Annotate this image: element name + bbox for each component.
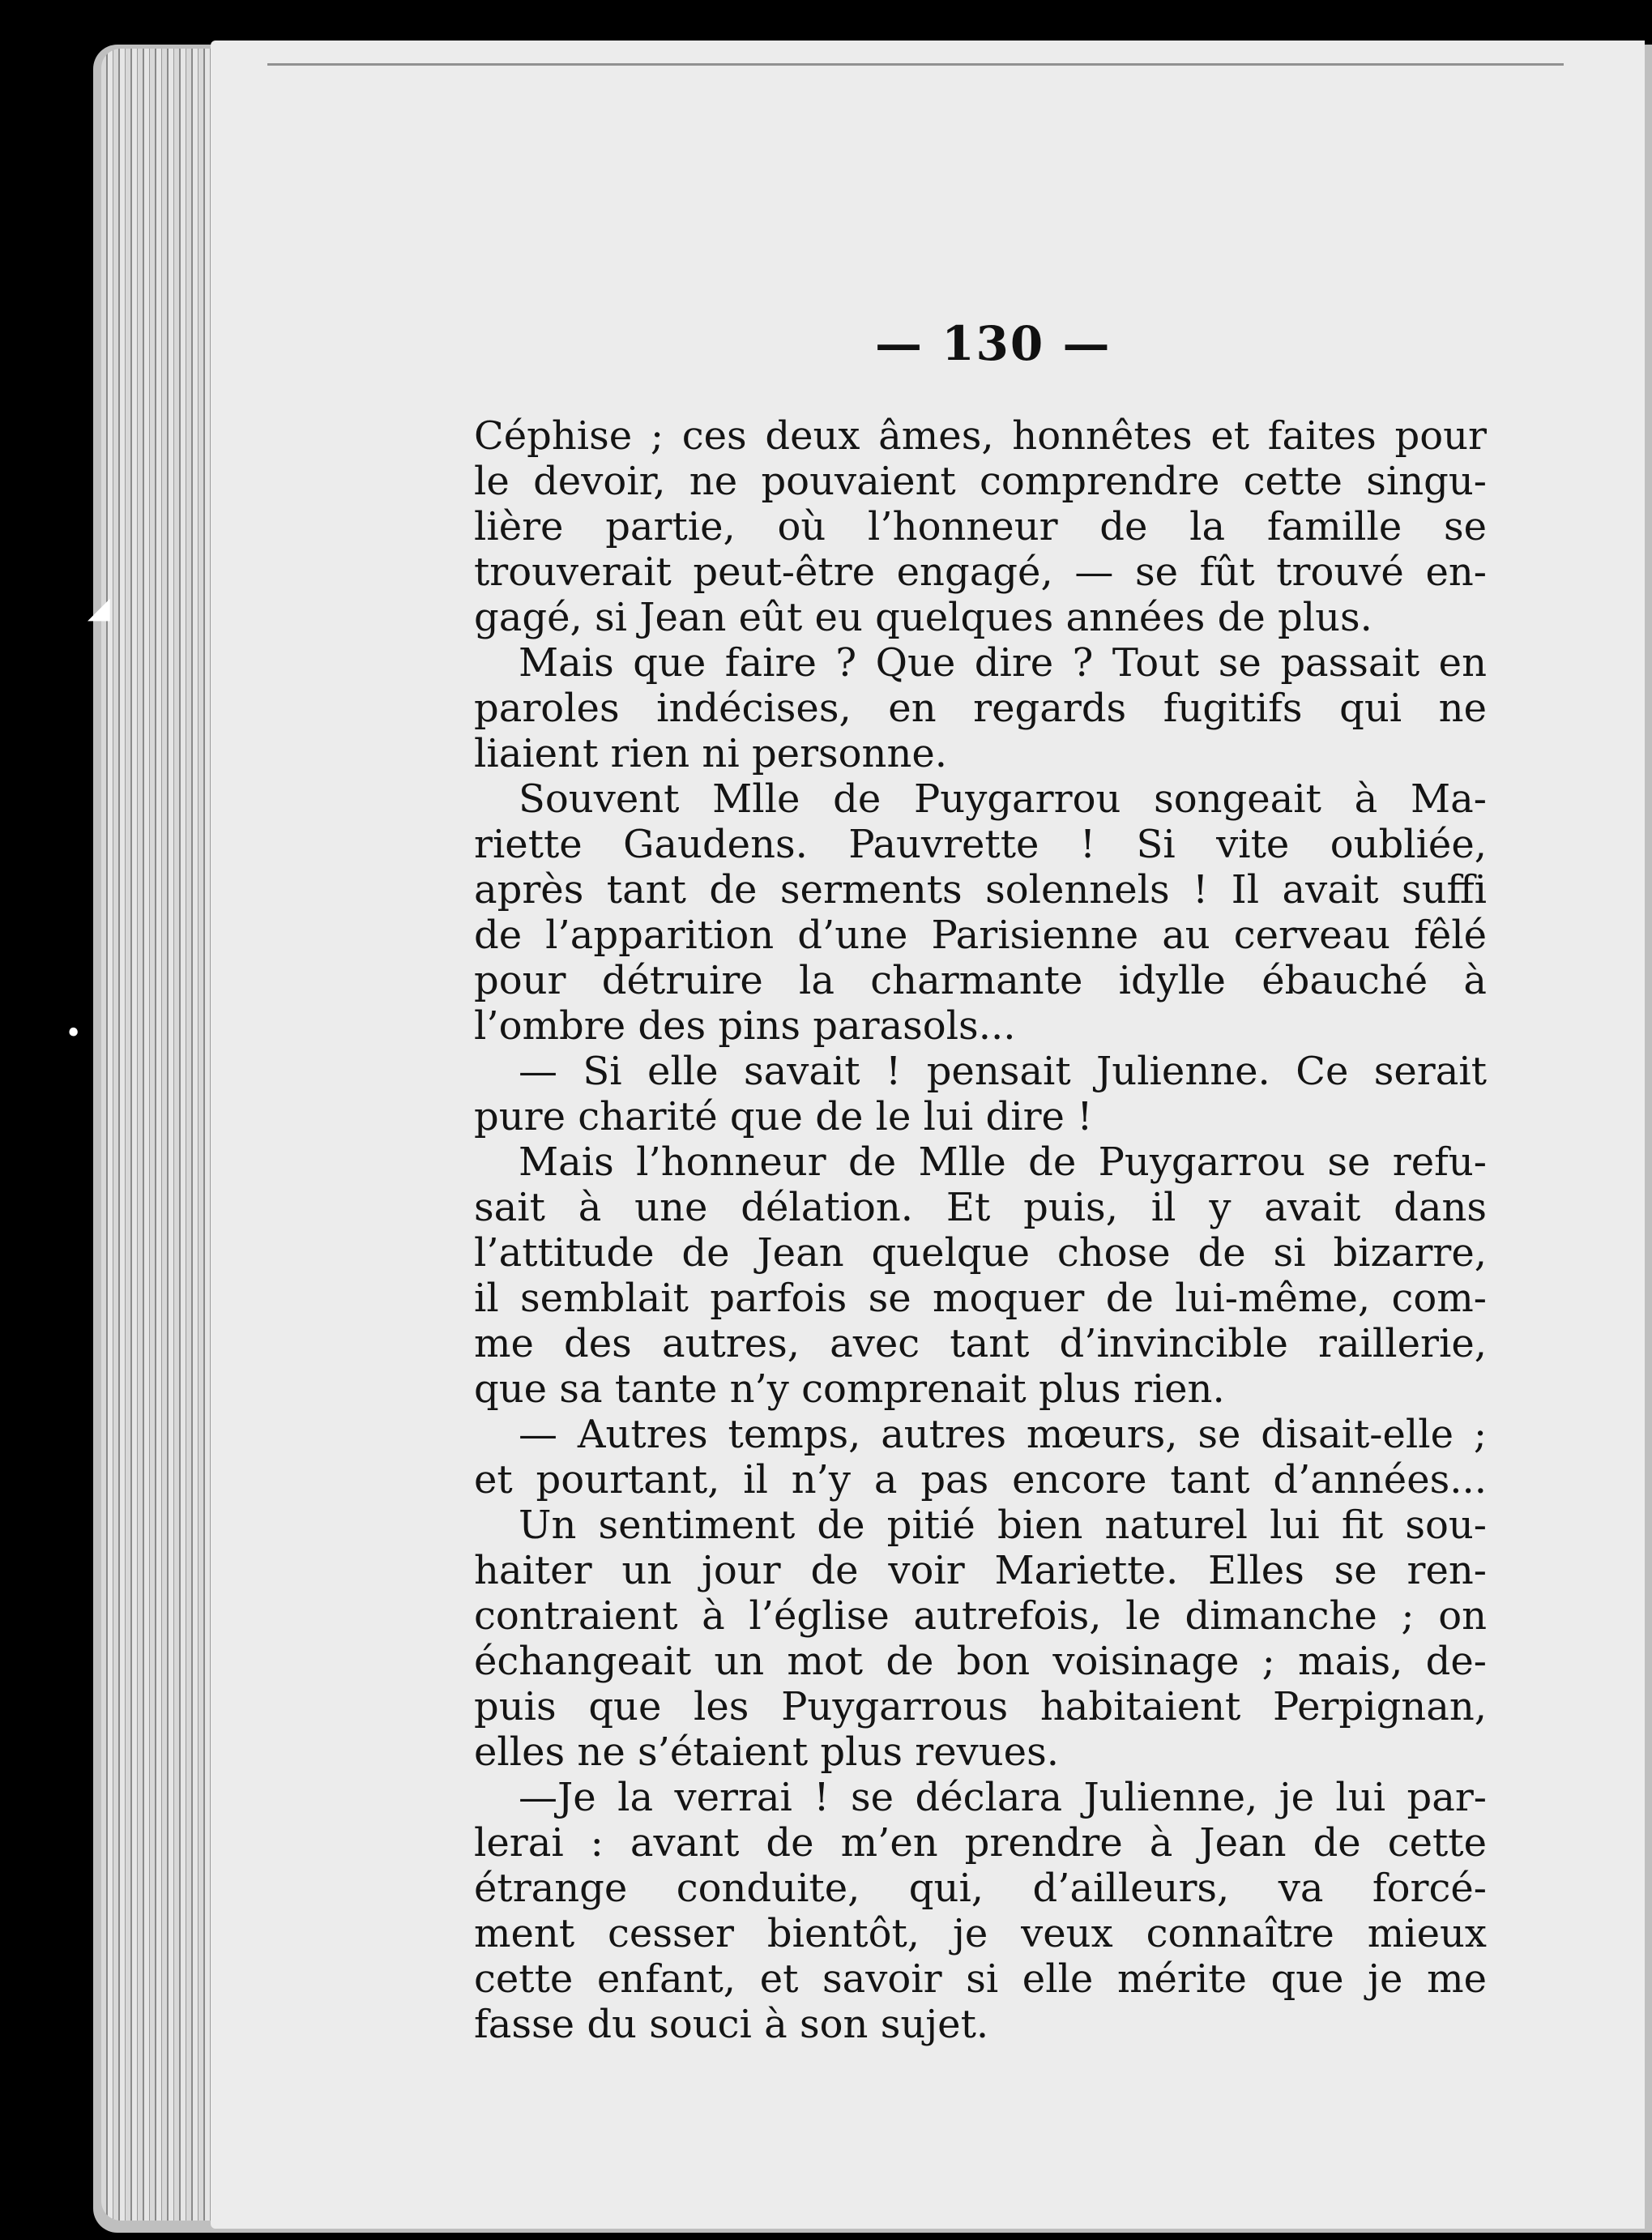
text-line: pour détruire la charmante idylle ébauché à: [474, 958, 1487, 1003]
text-line: il semblait parfois se moquer de lui-même, com-: [474, 1276, 1487, 1321]
margin-mark: ◢: [88, 592, 110, 625]
text-line: lière partie, où l’honneur de la famille se: [474, 504, 1487, 549]
text-line: cette enfant, et savoir si elle mérite que je me: [474, 1956, 1487, 2002]
text-line: l’ombre des pins parasols...: [474, 1003, 1016, 1049]
text-line: Un sentiment de pitié bien naturel lui fit sou-: [519, 1503, 1487, 1548]
text-line: Mais que faire ? Que dire ? Tout se passait en: [519, 640, 1487, 686]
text-line: haiter un jour de voir Mariette. Elles se ren-: [474, 1548, 1487, 1593]
text-line: le devoir, ne pouvaient comprendre cette singu-: [474, 459, 1487, 504]
text-line: — Autres temps, autres mœurs, se disait-elle ;: [519, 1412, 1487, 1457]
text-line: contraient à l’église autrefois, le dimanche ; on: [474, 1593, 1487, 1639]
text-line: elles ne s’étaient plus revues.: [474, 1729, 1059, 1775]
text-line: Souvent Mlle de Puygarrou songeait à Ma-: [519, 776, 1487, 822]
margin-mark: •: [65, 1017, 83, 1050]
text-line: après tant de serments solennels ! Il avait suffi: [474, 867, 1487, 913]
text-line: de l’apparition d’une Parisienne au cerveau fêlé: [474, 913, 1487, 958]
text-line: étrange conduite, qui, d’ailleurs, va forcé-: [474, 1866, 1487, 1911]
text-line: l’attitude de Jean quelque chose de si bizarre,: [474, 1230, 1487, 1276]
text-line: ment cesser bientôt, je veux connaître mieux: [474, 1911, 1487, 1956]
text-line: — Si elle savait ! pensait Julienne. Ce serait: [519, 1049, 1487, 1094]
text-line: gagé, si Jean eût eu quelques années de plus.: [474, 595, 1372, 640]
text-line: trouverait peut-être engagé, — se fût trouvé en-: [474, 549, 1487, 595]
text-line: Céphise ; ces deux âmes, honnêtes et faites pour: [474, 413, 1487, 459]
text-line: paroles indécises, en regards fugitifs qui ne: [474, 686, 1487, 731]
text-line: échangeait un mot de bon voisinage ; mais, de-: [474, 1639, 1487, 1684]
text-line: et pourtant, il n’y a pas encore tant d’années...: [474, 1457, 1487, 1503]
text-line: liaient rien ni personne.: [474, 731, 948, 776]
text-line: pure charité que de le lui dire !: [474, 1094, 1093, 1139]
text-line: que sa tante n’y comprenait plus rien.: [474, 1366, 1225, 1412]
text-line: fasse du souci à son sujet.: [474, 2002, 989, 2047]
text-line: sait à une délation. Et puis, il y avait dans: [474, 1185, 1487, 1230]
page-number: — 130 —: [875, 316, 1112, 371]
text-line: me des autres, avec tant d’invincible raillerie,: [474, 1321, 1487, 1366]
text-line: riette Gaudens. Pauvrette ! Si vite oubliée,: [474, 822, 1487, 867]
text-line: Mais l’honneur de Mlle de Puygarrou se refu-: [519, 1139, 1487, 1185]
text-line: puis que les Puygarrous habitaient Perpignan,: [474, 1684, 1487, 1729]
text-line: lerai : avant de m’en prendre à Jean de cette: [474, 1820, 1487, 1866]
text-line: —Je la verrai ! se déclara Julienne, je lui par-: [519, 1775, 1487, 1820]
